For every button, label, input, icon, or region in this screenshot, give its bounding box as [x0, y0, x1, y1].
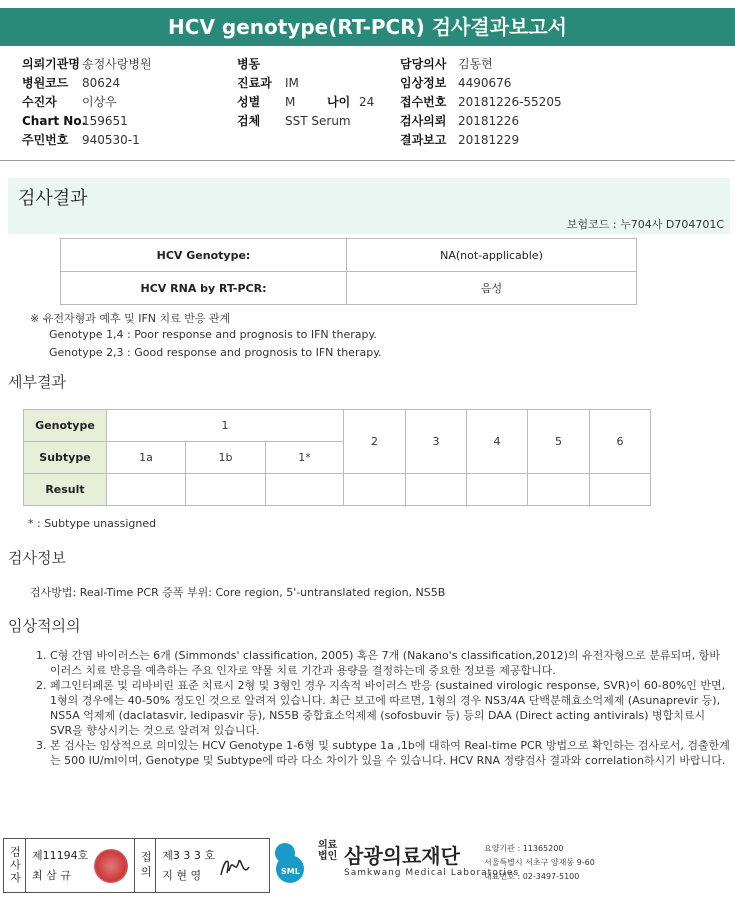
table-row: [61, 239, 637, 272]
info-row: [22, 93, 152, 112]
test-method: 검사방법: Real-Time PCR 증폭 부위: Core region, 5'-untranslated region, NS5B: [30, 586, 446, 599]
seal-stamp: [94, 849, 128, 883]
tester-cell: [26, 839, 88, 892]
reviewer-name: 지 현 영: [162, 868, 202, 882]
table-row: [24, 474, 651, 506]
patient-info-col2: [237, 55, 374, 131]
info-value: IM: [285, 76, 299, 90]
ifn-note-line: Genotype 2,3 : Good response and prognosis to IFN therapy.: [49, 346, 382, 359]
organization: [318, 840, 520, 878]
list-item: 3. 본 검사는 임상적으로 의미있는 HCV Genotype 1-6형 및 subtype 1a ,1b에 대하여 Real-time PCR 방법으로 확인하는 검사로서, 검출한계는 500 IU/ml이며, Genotype 및 Subtype에 따라 다소 차이가 있을 수 있습니다. HCV RNA 정량검사 결과와 correlation하시기 바랍니다.: [50, 738, 730, 768]
contact-line: 서울특별시 서초구 양재동 9-60: [484, 858, 595, 867]
reviewer-vertical-text: 접의: [139, 850, 153, 881]
info-row: [237, 112, 374, 131]
org-prefix-2: 법인: [318, 851, 338, 862]
table-row: [61, 272, 637, 305]
tester-name: 최 삼 규: [32, 868, 71, 882]
info-value: 20181226: [458, 114, 520, 128]
result-cell: [406, 474, 467, 506]
report-title: HCV genotype(RT-PCR) 검사결과보고서: [0, 8, 735, 46]
subtype-cell: 1a: [107, 442, 186, 474]
contact-line: 요양기관 : 11365200: [484, 844, 564, 853]
reviewer-vertical-label: [134, 839, 156, 892]
clinical-text: [30, 648, 730, 768]
info-value: 159651: [82, 114, 128, 128]
sml-logo-icon: [272, 841, 312, 887]
org-prefix-1: 의료: [318, 840, 338, 851]
info-row: [237, 55, 374, 74]
result-key: HCV Genotype:: [61, 239, 347, 272]
test-info-heading: 검사정보: [8, 549, 66, 567]
info-label: 검체: [237, 114, 261, 128]
info-value: 김동현: [458, 57, 493, 71]
info-label: 결과보고: [400, 133, 447, 147]
info-label: 수진자: [22, 95, 57, 109]
result-cell: [266, 474, 344, 506]
signature-scribble: [215, 847, 255, 887]
subtype-cell: 1*: [266, 442, 344, 474]
info-label: 주민번호: [22, 133, 69, 147]
tester-vertical-text: 검사자: [8, 846, 22, 885]
info-label: 의뢰기관명: [22, 57, 80, 71]
clinical-heading: 임상적의의: [8, 617, 81, 635]
ifn-note-title: ※ 유전자형과 예후 및 IFN 치료 반응 관계: [30, 312, 231, 325]
result-cell: [590, 474, 651, 506]
info-label: 접수번호: [400, 95, 447, 109]
info-value: 20181226-55205: [458, 95, 562, 109]
result-cell: [528, 474, 590, 506]
info-label: Chart No.: [22, 114, 87, 128]
reviewer-license: 제3 3 3 호: [162, 848, 215, 862]
info-value: M: [285, 95, 296, 109]
age-label: 나이: [327, 95, 351, 109]
info-row: [400, 55, 562, 74]
info-row: [22, 55, 152, 74]
info-value: SST Serum: [285, 114, 351, 128]
info-row: [22, 112, 152, 131]
info-value: 80624: [82, 76, 121, 90]
list-item: 2. 페그인터페론 및 리바비린 표준 치료시 2형 및 3형인 경우 지속적 바이러스 반응 (sustained virologic response, SVR)이 60-80%인 반면, 1형의 경우에는 40-50% 정도인 것으로 알려져 있습니다. 최근 보고에 따르면, 1형의 경우 NS3/4A 단백분해효소억제제 (Asunaprevir 등), NS5A 억제제 (daclatasvir, ledipasvir 등), NS5B 중합효소억제제 (sofosbuvir 등) 등의 DAA (Direct acting antivirals) 병합치료시 SVR을 향상시키는 것으로 알려져 있습니다.: [50, 678, 730, 738]
info-row: [22, 74, 152, 93]
insurance-code: 보험코드 : 누704사 D704701C: [566, 218, 724, 231]
result-cell: [467, 474, 528, 506]
info-value: 20181229: [458, 133, 520, 147]
result-cell: [186, 474, 266, 506]
genotype-cell: 6: [590, 410, 651, 474]
info-row: [400, 131, 562, 150]
result-section-header: [8, 178, 730, 234]
ifn-note-line: Genotype 1,4 : Poor response and prognosis to IFN therapy.: [49, 328, 377, 341]
tester-license: 제11194호: [32, 848, 89, 862]
age-value: 24: [359, 95, 375, 109]
genotype-cell: 3: [406, 410, 467, 474]
info-row: [400, 112, 562, 131]
contact-line: 대표번호 : 02-3497-5100: [484, 872, 580, 881]
contact-info: [484, 842, 595, 884]
logo-text: SML: [281, 867, 300, 876]
info-value: 이상우: [82, 95, 117, 109]
subtype-footnote: * : Subtype unassigned: [28, 517, 157, 530]
result-cell: [344, 474, 406, 506]
result-key: HCV RNA by RT-PCR:: [61, 272, 347, 305]
subtype-cell: 1b: [186, 442, 266, 474]
org-name: 삼광의료재단: [344, 844, 460, 868]
genotype-cell: 2: [344, 410, 406, 474]
info-label: 병원코드: [22, 76, 69, 90]
info-row: [22, 131, 152, 150]
info-row: [400, 74, 562, 93]
info-row: [237, 74, 374, 93]
info-row: [400, 93, 562, 112]
result-value: NA(not-applicable): [347, 239, 637, 272]
subtype-header: Subtype: [24, 442, 107, 474]
table-row: [24, 410, 651, 442]
divider: [0, 160, 735, 161]
info-value: 940530-1: [82, 133, 140, 147]
patient-info-col3: [400, 55, 562, 150]
detail-heading: 세부결과: [8, 373, 66, 391]
org-english: Samkwang Medical Laboratories: [344, 868, 520, 878]
result-value: 음성: [347, 272, 637, 305]
genotype-table: [23, 409, 651, 506]
info-row: [237, 93, 374, 112]
result-header: Result: [24, 474, 107, 506]
genotype-cell: 5: [528, 410, 590, 474]
genotype-cell: 4: [467, 410, 528, 474]
list-item: 1. C형 간염 바이러스는 6개 (Simmonds' classification, 2005) 혹은 7개 (Nakano's classification,2012)의 유전자형으로 분류되며, 항바이러스 치료 반응을 예측하는 주요 인자로 약물 치료 기간과 용량을 결정하는데 중요한 정보를 제공합니다.: [50, 648, 730, 678]
info-label: 담당의사: [400, 57, 447, 71]
patient-info-col1: [22, 55, 152, 150]
signature-box: [3, 838, 270, 893]
result-heading: 검사결과: [18, 188, 88, 209]
genotype-1-cell: 1: [107, 410, 344, 442]
info-value: 송정사랑병원: [82, 57, 152, 71]
info-label: 임상정보: [400, 76, 447, 90]
info-label: 성별: [237, 95, 261, 109]
report-footer: [0, 838, 735, 895]
info-label: 진료과: [237, 76, 272, 90]
info-label: 병동: [237, 57, 261, 71]
result-table: [60, 238, 637, 305]
result-cell: [107, 474, 186, 506]
info-label: 검사의뢰: [400, 114, 447, 128]
genotype-header: Genotype: [24, 410, 107, 442]
info-value: 4490676: [458, 76, 512, 90]
tester-vertical-label: [4, 839, 26, 892]
reviewer-cell: [156, 839, 215, 892]
